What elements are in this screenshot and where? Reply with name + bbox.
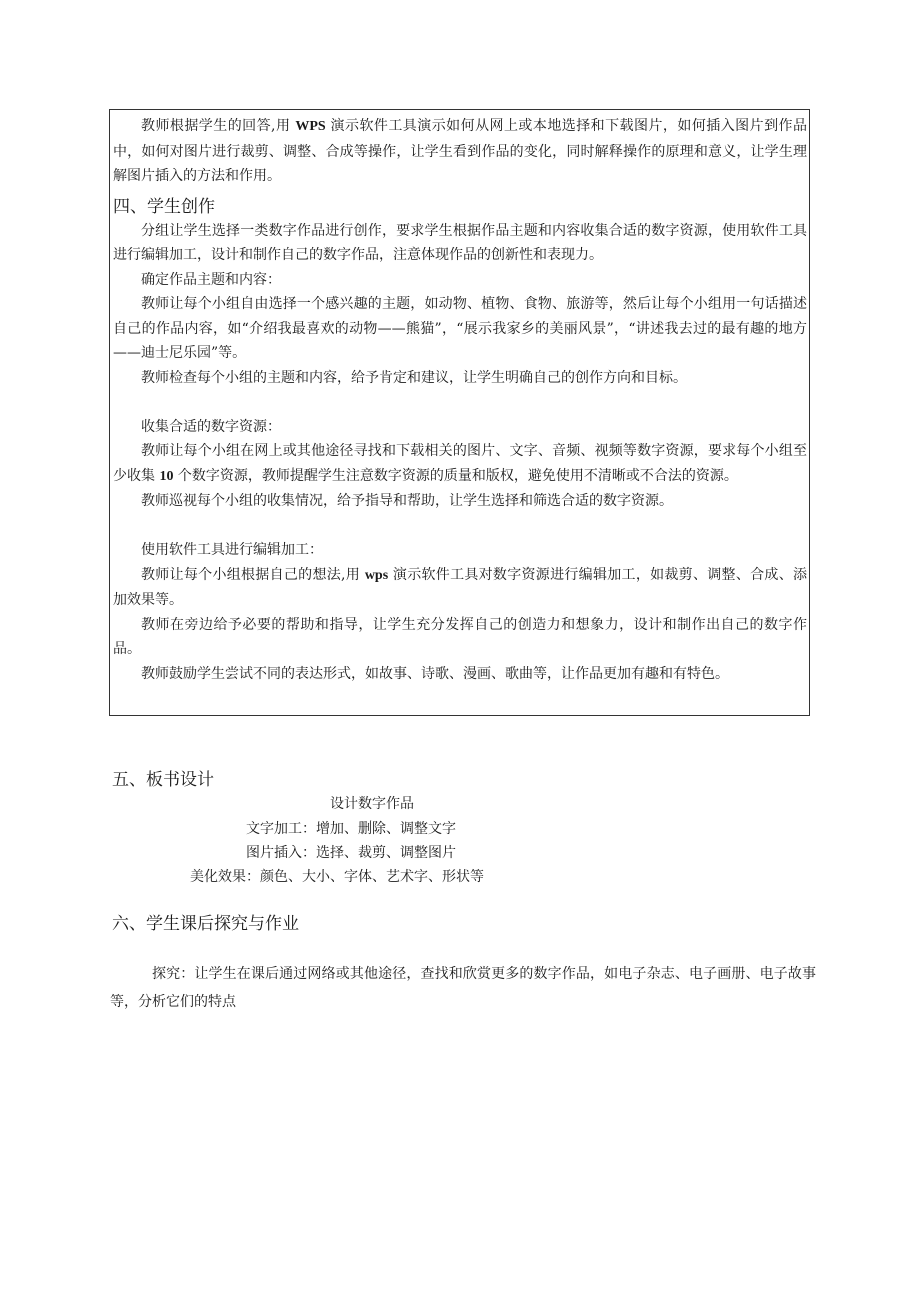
step3-paragraph-3: 教师鼓励学生尝试不同的表达形式，如故事、诗歌、漫画、歌曲等，让作品更加有趣和有特色。 [141,665,729,682]
spacer [113,514,807,539]
board-title: 设计数字作品 [330,796,414,812]
homework-paragraph: 探究：让学生在课后通过网络或其他途径，查找和欣赏更多的数字作品，如电子杂志、电子画册、电子故事等，分析它们的特点 [110,966,816,1010]
step2-title: 收集合适的数字资源： [141,418,281,435]
section5-heading: 五、板书设计 [112,770,214,790]
step1-paragraph-2: 教师检查每个小组的主题和内容，给予肯定和建议，让学生明确自己的创作方向和目标。 [141,369,687,386]
board-line-text-processing: 文字加工：增加、删除、调整文字 [246,821,456,837]
step1-paragraph-1: 教师让每个小组自由选择一个感兴趣的主题，如动物、植物、食物、旅游等，然后让每个小组用一句话描述自己的作品内容，如“介绍我最喜欢的动物——熊猫”，“展示我家乡的美丽风景”，“讲述我去过的最有趣的地方——迪士尼乐园”等。 [113,296,807,361]
step2-paragraph-1: 教师让每个小组在网上或其他途径寻找和下载相关的图片、文字、音频、视频等数字资源，要求每个小组至少收集 10 个数字资源，教师提醒学生注意数字资源的质量和版权，避免使用不清晰或不合法的资源。 [113,443,807,484]
section4-heading: 四、学生创作 [113,196,215,217]
step1-title: 确定作品主题和内容： [141,271,281,288]
section4-intro: 分组让学生选择一类数字作品进行创作，要求学生根据作品主题和内容收集合适的数字资源，使用软件工具进行编辑加工，设计和制作自己的数字作品，注意体现作品的创新性和表现力。 [113,222,807,263]
step3-paragraph-2: 教师在旁边给予必要的帮助和指导，让学生充分发挥自己的创造力和想象力，设计和制作出自己的数字作品。 [113,616,807,657]
lesson-procedure-box [109,109,810,716]
intro-paragraph: 教师根据学生的回答,用 WPS 演示软件工具演示如何从网上或本地选择和下载图片，如何插入图片到作品中，如何对图片进行裁剪、调整、合成等操作，让学生看到作品的变化，同时解释操作的原理和意义，让学生理解图片插入的方法和作用。 [113,118,807,184]
step3-title: 使用软件工具进行编辑加工： [141,542,323,558]
section6-heading: 六、学生课后探究与作业 [112,914,299,934]
spacer [113,390,807,415]
step2-paragraph-2: 教师巡视每个小组的收集情况，给予指导和帮助，让学生选择和筛选合适的数字资源。 [141,493,673,509]
board-line-beautify: 美化效果：颜色、大小、字体、艺术字、形状等 [190,869,484,885]
board-line-image-insert: 图片插入：选择、裁剪、调整图片 [246,845,456,861]
step3-paragraph-1: 教师让每个小组根据自己的想法,用 wps 演示软件工具对数字资源进行编辑加工，如裁剪、调整、合成、添加效果等。 [113,566,807,608]
